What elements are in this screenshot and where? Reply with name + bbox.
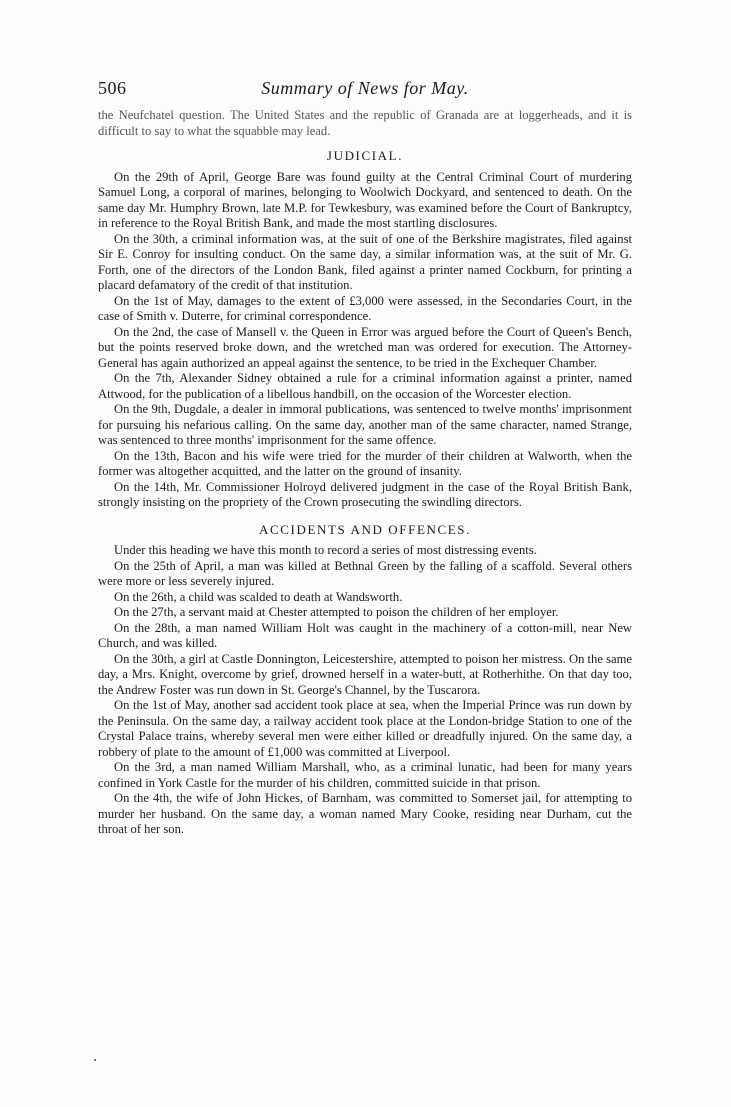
accidents-paragraph: On the 3rd, a man named William Marshall, who, as a criminal lunatic, had been for many years confined in York Castle for the murder of his children, committed suicide in that prison. [98, 760, 632, 790]
judicial-section [98, 170, 632, 511]
section-heading-judicial: JUDICIAL. [326, 148, 404, 163]
accidents-section [98, 543, 632, 838]
judicial-paragraph: On the 29th of April, George Bare was found guilty at the Central Criminal Court of murdering Samuel Long, a corporal of marines, belonging to Woolwich Dockyard, and sentenced to death. On the same day Mr. Humphry Brown, late M.P. for Tewkesbury, was examined before the Court of Bankruptcy, in reference to the Royal British Bank, and made the most startling disclosures. [98, 169, 632, 230]
judicial-paragraph: On the 9th, Dugdale, a dealer in immoral publications, was sentenced to twelve months' imprisonment for pursuing his nefarious calling. On the same day, another man of the same character, named Strange, was sentenced to three months' imprisonment for the same offence. [98, 402, 632, 447]
accidents-paragraph: On the 27th, a servant maid at Chester attempted to poison the children of her employer. [114, 605, 559, 619]
accidents-paragraph: On the 26th, a child was scalded to death at Wandsworth. [114, 589, 403, 604]
accidents-paragraph: On the 4th, the wife of John Hickes, of Barnham, was committed to Somerset jail, for attempting to murder her husband. On the same day, a woman named Mary Cooke, residing near Durham, cut the throat of her son. [98, 791, 632, 836]
page-header [98, 78, 632, 100]
judicial-paragraph: On the 30th, a criminal information was, at the suit of one of the Berkshire magistrates, filed against Sir E. Conroy for insulting conduct. On the same day, a similar information was, at the suit of Mr. G. Forth, one of the directors of the London Bank, filed against a printer named Cockburn, for printing a placard defamatory of the credit of that institution. [98, 231, 632, 292]
judicial-paragraph: On the 2nd, the case of Mansell v. the Queen in Error was argued before the Court of Queen's Bench, but the points reserved broke down, and the wretched man was ordered for execution. The Attorney-General has again authorized an appeal against the sentence, to be tried in the Exchequer Chamber. [98, 324, 632, 370]
accidents-paragraph: On the 30th, a girl at Castle Donnington, Leicestershire, attempted to poison her mistress. On the same day, a Mrs. Knight, overcome by grief, drowned herself in a water-butt, at Rotherhithe. On that day too, the Andrew Foster was run down in St. George's Channel, by the Tuscarora. [98, 651, 632, 697]
accidents-paragraph: Under this heading we have this month to record a series of most distressing events. [114, 543, 537, 557]
running-title: Summary of News for May. [261, 78, 469, 98]
section-heading-accidents: ACCIDENTS AND OFFENCES. [259, 521, 471, 537]
accidents-paragraph: On the 25th of April, a man was killed at Bethnal Green by the falling of a scaffold. Several others were more or less severely injured. [98, 558, 632, 588]
judicial-paragraph: On the 14th, Mr. Commissioner Holroyd delivered judgment in the case of the Royal British Bank, strongly insisting on the propriety of the Crown prosecuting the swindling directors. [98, 479, 632, 509]
text-column [98, 108, 632, 838]
judicial-paragraph: On the 7th, Alexander Sidney obtained a rule for a criminal information against a printer, named Attwood, for the publication of a libellous handbill, on the occasion of the Worcester election. [98, 371, 632, 401]
accidents-paragraph: On the 28th, a man named William Holt was caught in the machinery of a cotton-mill, near New Church, and was killed. [98, 620, 632, 650]
judicial-paragraph: On the 13th, Bacon and his wife were tried for the murder of their children at Walworth, when the former was altogether acquitted, and the latter on the ground of insanity. [98, 448, 632, 478]
judicial-paragraph: On the 1st of May, damages to the extent of £3,000 were assessed, in the Secondaries Court, in the case of Smith v. Duterre, for criminal correspondence. [98, 293, 632, 323]
intro-paragraph: the Neufchatel question. The United States and the republic of Granada are at loggerheads, and it is difficult to say to what the squabble may lead. [98, 108, 632, 138]
ink-speck [94, 1059, 96, 1061]
accidents-paragraph: On the 1st of May, another sad accident took place at sea, when the Imperial Prince was run down by the Peninsula. On the same day, a railway accident took place at the London-bridge Station to one of the Crystal Palace trains, whereby several men were either killed or dreadfully injured. On the same day, a robbery of plate to the amount of £1,000 was committed at Liverpool. [98, 698, 632, 759]
page-number: 506 [98, 78, 127, 98]
